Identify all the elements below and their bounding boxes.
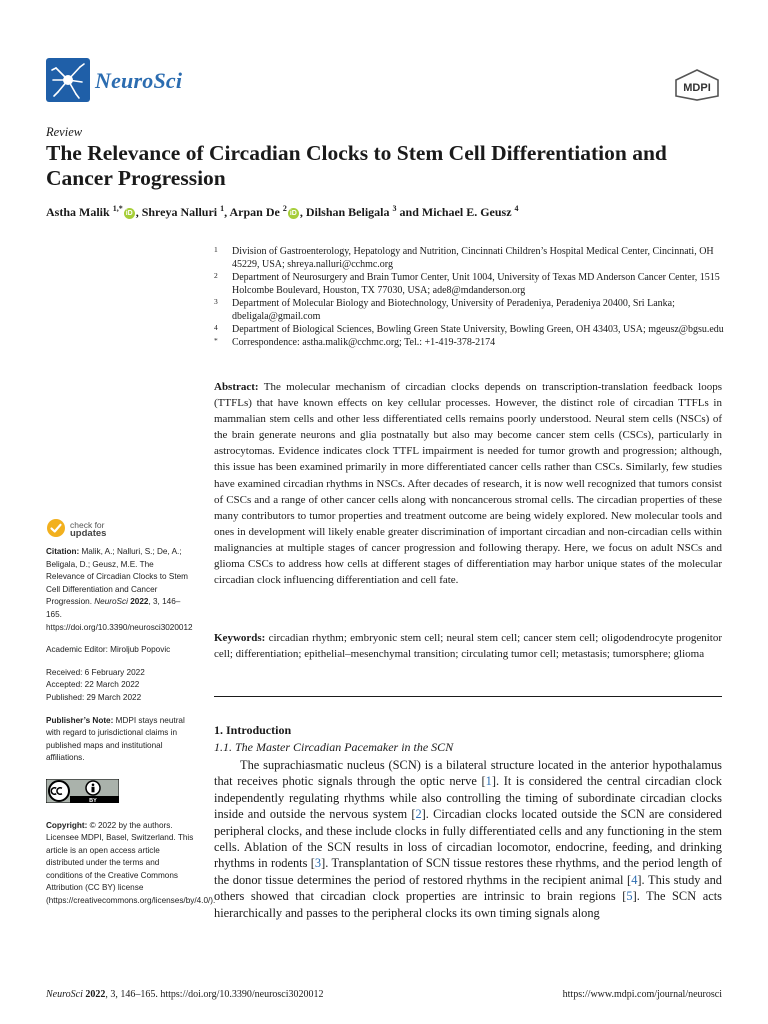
mdpi-logo-icon bbox=[672, 68, 722, 102]
citation-link[interactable]: 3 bbox=[314, 856, 322, 871]
footer-year: 2022 bbox=[85, 989, 106, 1000]
footer-journal: NeuroSci bbox=[46, 989, 83, 1000]
affiliation-mark: 4 bbox=[214, 323, 218, 332]
affiliation-mark: 1 bbox=[214, 245, 218, 254]
check-updates-line2: updates bbox=[70, 528, 107, 539]
copyright-block bbox=[46, 820, 216, 908]
publisher-name: MDPI bbox=[683, 82, 711, 94]
body-text: ]. This study and others showed that circadian clock properties are intrinsic to brain regions [ bbox=[214, 872, 722, 904]
author-name: Arpan De bbox=[229, 205, 280, 219]
citation-text: Malik, A.; Nalluri, S.; De, A.; Beligala, D.; Geusz, M.E. The Relevance of Circadian Clocks to Stem Cell Differentiation and Cancer Progression. bbox=[46, 547, 188, 607]
author-list: Astha Malik $^{1,*}$iD , Shreya Nalluri $^1$, Arpan De $^2$iD , Dilshan Beligala $^3$ and Michael E. Geusz $^4$ bbox=[46, 204, 519, 219]
journal-header bbox=[46, 58, 726, 104]
journal-name: NeuroSci bbox=[95, 68, 183, 93]
affiliation-mark: 3 bbox=[214, 297, 218, 306]
author-affil-mark: 2 bbox=[282, 204, 287, 213]
author-name: Michael E. Geusz bbox=[421, 205, 512, 219]
body-text: ]. Circadian clocks located outside the SCN are considered peripheral clocks, and these include clocks in fully differentiated cells and any functioning in the stem cells. Ablation of the SCN results in loss of circadian locomotor, endocrine, feeding, and drinking rhythms in rodents [ bbox=[214, 807, 723, 871]
copyright-text: © 2022 by the authors. Licensee MDPI, Basel, Switzerland. This article is an open access article distributed under the terms and conditions of the Creative Commons Attribution (CC BY) license (https://creativecommons.org/licenses/by/4.0/). bbox=[46, 820, 216, 906]
keywords-label: Keywords: bbox=[214, 632, 266, 644]
body-text: ]. The SCN acts hierarchically and passes to the peripheral clocks its own timing signals along bbox=[214, 889, 722, 920]
abstract-text: The molecular mechanism of circadian clocks depends on transcription-translation feedback loops (TTFLs) that have known effects on key cellular processes. However, the distinct role of circadian TTFLs in mammalian stem cells and other less differentiated cells remains poorly understood. Neural stem cells (NSCs) of the brain generate neurons and glia postnatally but also may become cancer stem cells (CSCs), particularly in astrocytomas. Evidence indicates clock TTFL impairment is needed for tumor growth and progression; although, this issue has been examined primarily in more differentiated cancer cells rather than CSCs. Similarly, few studies have examined circadian rhythms in NSCs. After decades of research, it is now well recognized that tumors consist of CSCs and a range of other cancer cells along with noncancerous stromal cells. The circadian properties of these many contributors to tumor properties and treatment outcome are being widely explored. New molecular tools and ones in development will likely enable greater discrimination of important circadian and non-circadian cells within malignancies at multiple stages of cancer progression and following therapy. Here, we focus on adult NSCs and glioma CSCs to address how cells at different stages of differentiation may harbor unique states of the molecular circadian clock influencing differentiation and cell fate. bbox=[214, 381, 723, 587]
affiliation-item bbox=[214, 297, 734, 323]
keywords-text: circadian rhythm; embryonic stem cell; neural stem cell; cancer stem cell; oligodendrocyte progenitor cell; differentiation; epithelial–mesenchymal transition; circulating tumor cell; metastasis; tumorsphere; glioma bbox=[214, 632, 723, 661]
academic-editor: Academic Editor: Miroljub Popovic bbox=[46, 645, 171, 655]
body-text: ]. It is considered the central circadian clock independently regulating rhythms while also controlling the timing of subordinate circadian clocks inside and outside the nervous system [ bbox=[214, 774, 722, 822]
author-name: Shreya Nalluri bbox=[141, 205, 218, 219]
citation-journal: NeuroSci bbox=[94, 597, 128, 607]
publisher-note-label: Publisher’s Note: bbox=[46, 715, 114, 725]
publisher-note-text: MDPI stays neutral with regard to jurisdictional claims in published maps and institutional affiliations. bbox=[46, 715, 185, 763]
footer-citation bbox=[46, 989, 324, 1000]
abstract-label: Abstract: bbox=[214, 381, 259, 393]
citation-block bbox=[46, 546, 194, 634]
body-text: The suprachiasmatic nucleus (SCN) is a bilateral structure located in the anterior hypothalamus that receives photic signals through the optic nerve [ bbox=[214, 758, 722, 789]
affiliation-text: Department of Biological Sciences, Bowling Green State University, Bowling Green, OH 43403, USA; mgeusz@bgsu.edu bbox=[232, 324, 724, 335]
article-type: Review bbox=[46, 125, 83, 139]
body-text: ]. Transplantation of SCN tissue restores these rhythms, and the period length of the donor tissue determines the period of restored rhythms in the recipient animal [ bbox=[214, 856, 722, 887]
svg-text:BY: BY bbox=[89, 797, 97, 803]
citation-link[interactable]: 4 bbox=[631, 872, 638, 887]
citation-doi[interactable]: , 3, 146–165. https://doi.org/10.3390/neurosci3020012 bbox=[46, 597, 193, 632]
article-title: The Relevance of Circadian Clocks to Stem Cell Differentiation and Cancer Progression bbox=[46, 141, 667, 190]
accepted-date: Accepted: 22 March 2022 bbox=[46, 680, 140, 690]
affiliation-item bbox=[214, 245, 734, 271]
citation-label: Citation: bbox=[46, 547, 80, 556]
copyright-label: Copyright: bbox=[46, 820, 88, 830]
affiliation-text: Division of Gastroenterology, Hepatology and Nutrition, Cincinnati Children’s Hospital Medical Center, Cincinnati, OH 45229, USA; shreya.nalluri@cchmc.org bbox=[232, 246, 714, 270]
footer-doi[interactable]: , 3, 146–165. https://doi.org/10.3390/neurosci3020012 bbox=[105, 989, 324, 1000]
citation-year: 2022 bbox=[130, 597, 149, 607]
check-for-updates-button[interactable] bbox=[46, 516, 194, 546]
author-name: Dilshan Beligala bbox=[305, 205, 390, 219]
check-updates-line1: check for bbox=[70, 520, 105, 530]
affiliation-list bbox=[214, 245, 734, 349]
published-date: Published: 29 March 2022 bbox=[46, 692, 142, 702]
affiliation-text: Department of Neurosurgery and Brain Tumor Center, Unit 1004, University of Texas MD Anderson Cancer Center, 1515 Holcombe Boulevard, Houston, TX 77030, USA; ade8@mdanderson.org bbox=[232, 272, 720, 296]
citation-link[interactable]: 5 bbox=[626, 889, 633, 904]
author-name: Astha Malik bbox=[46, 205, 110, 219]
orcid-icon[interactable]: iD bbox=[289, 210, 297, 217]
cc-by-license-icon[interactable] bbox=[46, 779, 119, 803]
neurosci-logo-icon bbox=[46, 58, 90, 102]
author-affil-mark: 4 bbox=[514, 204, 519, 213]
citation-link[interactable]: 2 bbox=[415, 807, 422, 822]
affiliation-mark: * bbox=[214, 336, 218, 345]
affiliation-item bbox=[214, 271, 734, 297]
subsection-heading: 1.1. The Master Circadian Pacemaker in the SCN bbox=[214, 740, 454, 754]
correspondence-item bbox=[214, 336, 734, 349]
check-updates-icon bbox=[46, 518, 66, 538]
received-date: Received: 6 February 2022 bbox=[46, 667, 145, 677]
author-affil-mark: 3 bbox=[392, 204, 397, 213]
abstract bbox=[214, 379, 722, 588]
author-affil-mark: 1,* bbox=[112, 204, 123, 213]
affiliation-mark: 2 bbox=[214, 271, 218, 280]
correspondence-text: Correspondence: astha.malik@cchmc.org; Tel.: +1-419-378-2174 bbox=[232, 337, 496, 348]
author-affil-mark: 1 bbox=[220, 204, 225, 213]
dates-block bbox=[46, 667, 194, 705]
section-divider bbox=[214, 696, 722, 697]
affiliation-item bbox=[214, 323, 734, 336]
intro-paragraph bbox=[214, 757, 722, 921]
article-sidebar bbox=[46, 516, 216, 918]
citation-link[interactable]: 1 bbox=[485, 774, 492, 789]
footer-journal-url[interactable]: https://www.mdpi.com/journal/neurosci bbox=[562, 989, 722, 1000]
affiliation-text: Department of Molecular Biology and Biotechnology, University of Peradeniya, Peradeniya 20400, Sri Lanka; dbeligala@gmail.com bbox=[232, 298, 675, 322]
orcid-icon[interactable]: iD bbox=[125, 210, 133, 217]
keywords bbox=[214, 630, 722, 662]
section-heading: 1. Introduction bbox=[214, 723, 292, 737]
publisher-note bbox=[46, 715, 194, 765]
